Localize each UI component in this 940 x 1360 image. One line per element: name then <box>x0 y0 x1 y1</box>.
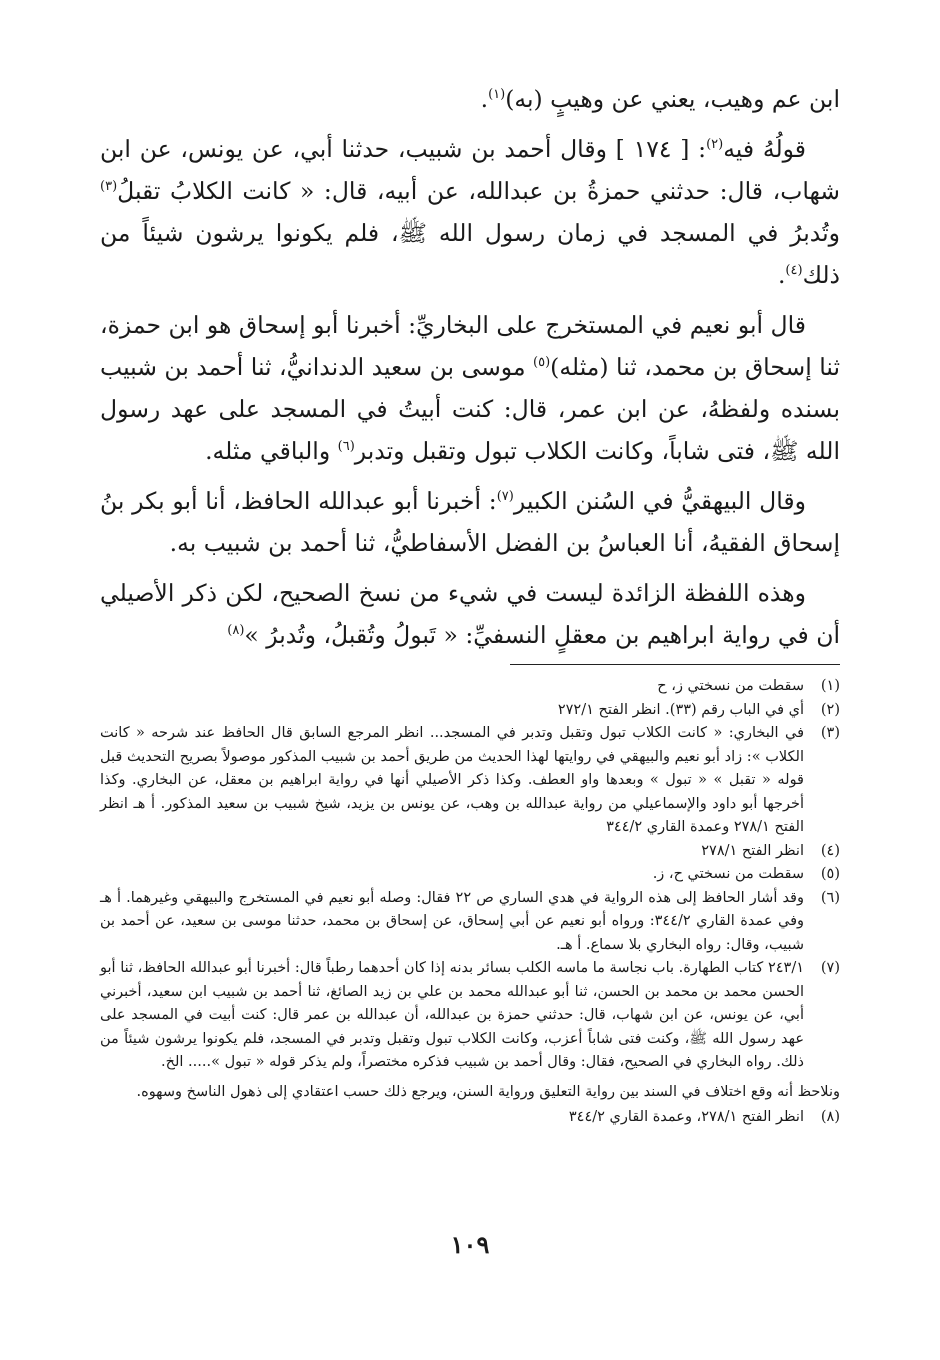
footnote-text: انظر الفتح ٢٧٨/١، وعمدة القاري ٣٤٤/٢ <box>568 1109 804 1125</box>
text-span: والباقي مثله. <box>205 437 338 465</box>
text-span: ابن عم وهيب، يعني عن وهيبٍ (به) <box>505 85 840 113</box>
footnote-number: (٨) <box>820 1109 840 1125</box>
footnote-number: (٣) <box>820 725 840 741</box>
paragraph-3 <box>100 304 840 472</box>
footnote-6 <box>100 887 840 958</box>
footnote-4 <box>100 840 840 864</box>
footnote-text: سقطت من نسختي ز، ح <box>657 678 804 694</box>
text-span: وقال البيهقيُّ في السُنن الكبير <box>513 487 806 515</box>
footnote-text: سقطت من نسختي ح، ز. <box>652 866 804 882</box>
footnote-ref-4[interactable]: (٤) <box>785 263 803 279</box>
footnote-number: (٦) <box>820 889 840 906</box>
text-span: قال أبو نعيم في المستخرج على البخاريِّ: أخبرنا أبو إسحاق هو ابن حمزة، ثنا إسحاق بن محمد، ثنا (مثله) <box>100 311 841 381</box>
footnote-ref-2[interactable]: (٢) <box>706 137 724 153</box>
text-span: وهذه اللفظة الزائدة ليست في شيء من نسخ الصحيح، لكن ذكر الأصيلي أن في رواية ابراهيم بن معقلٍ النسفيِّ: « تَبولُ وتُقبلُ، وتُدبرُ » <box>100 579 840 649</box>
footnote-text: ٢٤٣/١ كتاب الطهارة. باب نجاسة ما ماسه الكلب بسائر بدنه إذا كان أحدهما رطباً قال: أخبرنا أبو عبدالله الحافظ، ثنا أبو الحسن محمد بن محمد بن الحسن، ثنا أبو عبدالله محمد بن علي بن زيد الصائغ، ثنا أحمد بن شبيب ابن سعيد، أخبرني أبي، عن يونس، عن ابن شهاب، قال: حدثني حمزة بن عبدالله، أن عبدالله بن عمر قال: كنت أبيت في المسجد على عهد رسول الله ﷺ، وكنت فتى شاباً أعزب، وكانت الكلاب تبول وتقبل وتدبر في المسجد، فلم يكونوا يرشون شيئاً من ذلك. رواه البخاري في الصحيح، فقال: وقال أحمد بن شبيب فذكره مختصراً، ولم يذكر قوله « تبول »..... الخ. <box>100 960 804 1070</box>
text-span: . <box>480 85 489 113</box>
footnote-text: وقد أشار الحافظ إلى هذه الرواية في هدي الساري ص ٢٢ فقال: وصله أبو نعيم في المستخرج والبيهقي وغيرهما. أ هـ وفي عمدة القاري ٣٤٤/٢: ورواه أبو نعيم عن أبي إسحاق، عن إسحاق بن محمد، حدثنا موسى بن سعيد، عن أحمد بن شبيب، وقال: رواه البخاري بلا سماع. أ هـ. <box>100 889 804 953</box>
footnote-8 <box>100 1106 840 1130</box>
footnote-text: أي في الباب رقم (٣٣). انظر الفتح ٢٧٢/١ <box>557 701 804 718</box>
text-span: : أخبرنا أبو عبدالله الحافظ، أنا أبو بكر بنُ إسحاق الفقيهُ، أنا العباسُ بن الفضل الأسفاطيُّ، ثنا أحمد بن شبيب به. <box>100 487 840 557</box>
paragraph-1 <box>100 78 840 120</box>
footnote-text: في البخاري: « كانت الكلاب تبول وتقبل وتدبر في المسجد... انظر المرجع السابق قال الحافظ عند شرحه « كانت الكلاب »: زاد أبو نعيم والبيهقي في روايتها لهذا الحديث من طريق أحمد بن شبيب المذكور موصولاً بصريح التحديث قبل قوله « تقبل » « تبول » وبعدها واو العطف. وكذا ذكر الأصيلي أنها في رواية ابراهيم بن معقل، عن البخاري. وكذا أخرجها أبو داود والإسماعيلي من رواية عبدالله بن وهب، عن يونس بن يزيد، شيخ شبيب بن سعيد المذكور. أ هـ انظر الفتح ٢٧٨/١ وعمدة القاري ٣٤٤/٢ <box>100 725 804 835</box>
paragraph-2 <box>100 128 840 296</box>
footnote-ref-3[interactable]: (٣) <box>100 179 118 195</box>
paragraph-5 <box>100 572 840 656</box>
footnote-number: (٤) <box>820 842 840 859</box>
text-span: قولُهُ فيه <box>723 135 807 163</box>
text-span: وتُدبرُ في المسجد في زمان رسول الله ﷺ، فلم يكونوا يرشون شيئاً من ذلك <box>100 219 840 289</box>
footnote-7 <box>100 957 840 1075</box>
footnote-2 <box>100 699 840 723</box>
footnote-ref-8[interactable]: (٨) <box>227 623 245 639</box>
footnote-ref-6[interactable]: (٦) <box>337 439 355 455</box>
footnote-5 <box>100 863 840 887</box>
footnote-number: (٢) <box>820 701 840 718</box>
footnote-number: (٥) <box>820 866 840 882</box>
footnote-ref-7[interactable]: (٧) <box>496 489 514 505</box>
paragraph-4 <box>100 480 840 564</box>
footnote-divider <box>510 664 840 665</box>
footnote-remark: ونلاحظ أنه وقع اختلاف في السند بين رواية التعليق ورواية السنن، ويرجع ذلك حسب اعتقادي إلى ذهول الناسخ وسهوه. <box>136 1083 840 1100</box>
footnote-number: (١) <box>820 678 840 694</box>
main-text <box>100 78 840 656</box>
footnote-text: انظر الفتح ٢٧٨/١ <box>701 842 804 859</box>
footnote-ref-5[interactable]: (٥) <box>533 355 551 371</box>
page-number: ١٠٩ <box>450 1230 490 1259</box>
text-span: : [ ١٧٤ ] وقال أحمد بن شبيب، حدثنا أبي، عن يونس، عن ابن شهاب، قال: حدثني حمزةُ بن عبدالله، عن أبيه، قال: « كانت الكلابُ تقبلُ <box>100 135 840 205</box>
footnote-1 <box>100 675 840 699</box>
footnote-number: (٧) <box>820 960 840 976</box>
footnote-3 <box>100 722 840 840</box>
footnote-ref-1[interactable]: (١) <box>488 87 506 103</box>
text-span: موسى بن سعيد الدندانيُّ، ثنا أحمد بن شبيب بسنده ولفظهُ، عن ابن عمر، قال: كنت أبيتُ في المسجد على عهد رسول الله ﷺ، فتى شاباً، وكانت الكلاب تبول وتقبل وتدبر <box>100 353 840 465</box>
footnotes-section <box>100 675 840 1130</box>
text-span: . <box>777 261 786 289</box>
